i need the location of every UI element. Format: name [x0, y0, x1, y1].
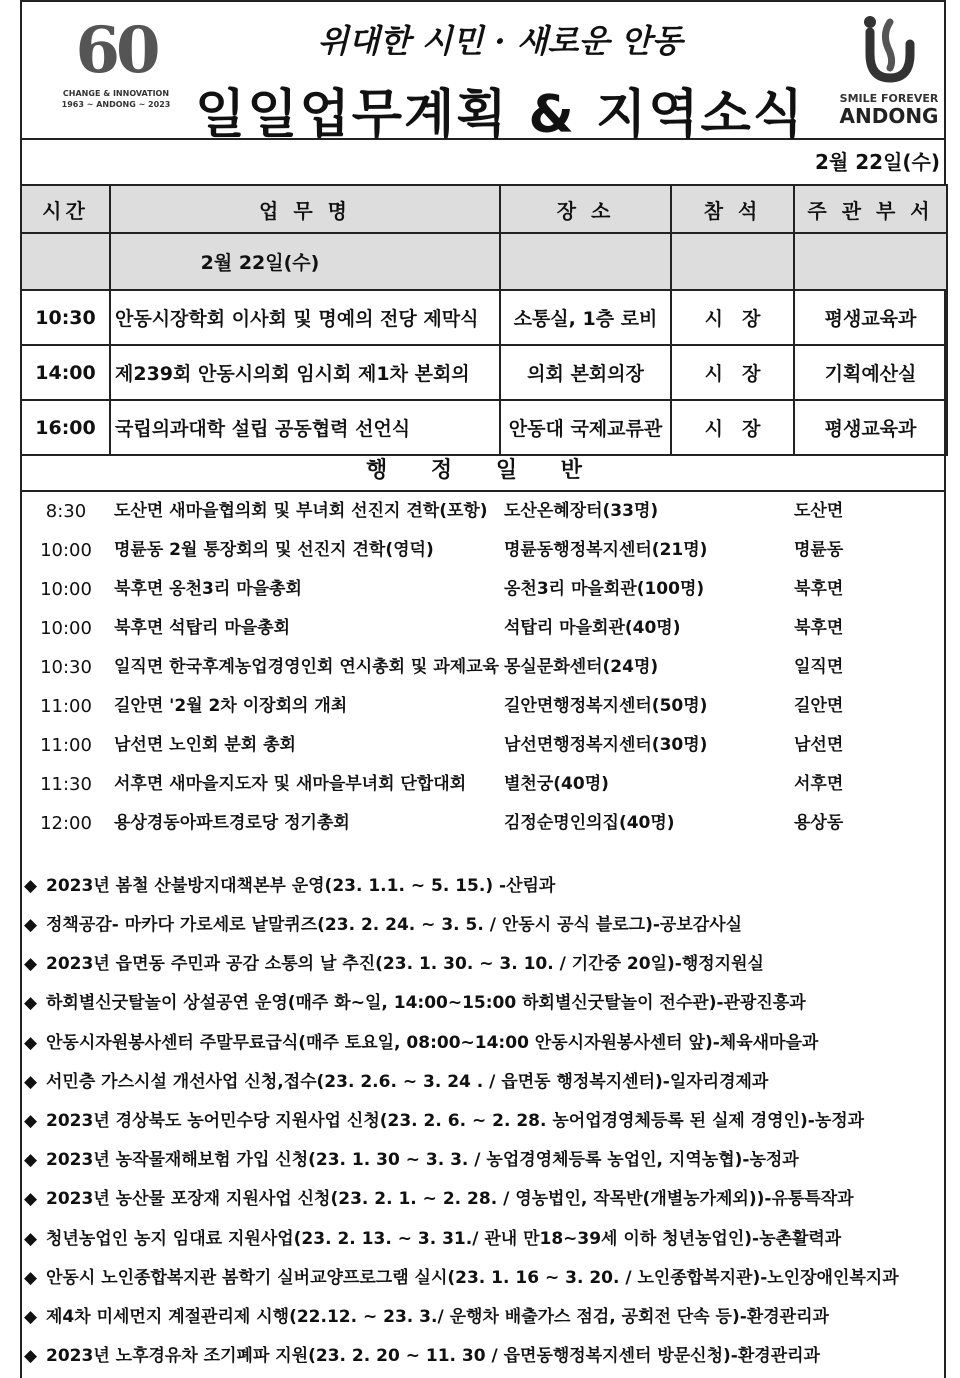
admin-task: 명륜동 2월 통장회의 및 선진지 견학(영덕) [114, 540, 434, 560]
event-attend: 시 장 [671, 345, 794, 400]
list-item [22, 570, 922, 609]
admin-task: 길안면 '2월 2차 이장회의 개최 [114, 696, 348, 716]
diamond-bullet-icon: ◆ [24, 876, 38, 896]
list-item [22, 804, 922, 843]
notice-item [24, 1067, 944, 1097]
admin-task: 북후면 옹천3리 마을총회 [114, 579, 302, 599]
admin-org: 남선면 [794, 735, 844, 755]
event-task: 안동시장학회 이사회 및 명예의 전당 제막식 [110, 290, 500, 345]
date-row-blank [21, 233, 110, 290]
admin-task: 북후면 석탑리 마을총회 [114, 618, 291, 638]
notice-item [24, 910, 944, 940]
event-dept: 평생교육과 [794, 290, 947, 345]
notice-text: 2023년 노후경유차 조기폐파 지원(23. 2. 20 ~ 11. 30 / 읍면동행정복지센터 방문신청)-환경관리과 [46, 1346, 820, 1366]
admin-place: 길안면행정복지센터(50명) [504, 696, 708, 716]
admin-org: 북후면 [794, 579, 844, 599]
schedule-table [20, 184, 948, 456]
event-time: 16:00 [21, 400, 110, 455]
list-item [22, 609, 922, 648]
list-item [22, 531, 922, 570]
notice-text: 청년농업인 농지 임대료 지원사업(23. 2. 13. ~ 3. 31./ 관내 만18~39세 이하 청년농업인)-농촌활력과 [46, 1229, 842, 1249]
table-row [21, 290, 947, 345]
schedule-date-row [21, 233, 947, 290]
date-row-blank [794, 233, 947, 290]
diamond-bullet-icon: ◆ [24, 993, 38, 1013]
diamond-bullet-icon: ◆ [24, 1346, 38, 1366]
notice-item [24, 1028, 944, 1058]
diamond-bullet-icon: ◆ [24, 1189, 38, 1209]
admin-time: 10:00 [40, 579, 92, 600]
notice-text: 정책공감- 마카다 가로세로 낱말퀴즈(23. 2. 24. ~ 3. 5. / 안동시 공식 블로그)-공보감사실 [46, 915, 743, 935]
andong-logo [826, 14, 952, 127]
andong-mark-icon [854, 14, 924, 90]
event-place: 의회 본회의장 [500, 345, 671, 400]
admin-org: 길안면 [794, 696, 844, 716]
event-task: 제239회 안동시의회 임시회 제1차 본회의 [110, 345, 500, 400]
admin-task: 도산면 새마을협의회 및 부녀회 선진지 견학(포항) [114, 501, 488, 521]
admin-place: 옹천3리 마을회관(100명) [504, 579, 705, 599]
notice-text: 안동시자원봉사센터 주말무료급식(매주 토요일, 08:00~14:00 안동시자원봉사센터 앞)-체육새마을과 [46, 1033, 819, 1053]
event-time: 14:00 [21, 345, 110, 400]
admin-org: 서후면 [794, 774, 844, 794]
col-header-attend: 참 석 [671, 185, 794, 233]
notice-item [24, 1263, 944, 1293]
notice-text: 안동시 노인종합복지관 봄학기 실버교양프로그램 실시(23. 1. 16 ~ 3. 20. / 노인종합복지관)-노인장애인복지과 [46, 1268, 899, 1288]
admin-task: 일직면 한국후계농업경영인회 연시총회 및 과제교육 [114, 657, 499, 677]
event-attend: 시 장 [671, 400, 794, 455]
diamond-bullet-icon: ◆ [24, 1150, 38, 1170]
logo-andong-line1: SMILE FOREVER [839, 92, 939, 105]
list-item [22, 765, 922, 804]
event-dept: 기획예산실 [794, 345, 947, 400]
admin-place: 몽실문화센터(24명) [504, 657, 659, 677]
list-item [22, 726, 922, 765]
diamond-bullet-icon: ◆ [24, 1072, 38, 1092]
admin-org: 도산면 [794, 501, 844, 521]
admin-time: 8:30 [45, 501, 87, 522]
notice-item [24, 1145, 944, 1175]
col-header-task: 업 무 명 [110, 185, 500, 233]
admin-place: 명륜동행정복지센터(21명) [504, 540, 708, 560]
admin-task: 용상경동아파트경로당 정기총회 [114, 813, 350, 833]
logo-60-number: 60 [75, 13, 157, 88]
notice-text: 2023년 농작물재해보험 가입 신청(23. 1. 30 ~ 3. 3. / 농업경영체등록 농업인, 지역농협)-농정과 [46, 1150, 799, 1170]
diamond-bullet-icon: ◆ [24, 1033, 38, 1053]
slogan: 위대한 시민 · 새로운 안동 [317, 22, 683, 60]
list-item [22, 648, 922, 687]
diamond-bullet-icon: ◆ [24, 1268, 38, 1288]
diamond-bullet-icon: ◆ [24, 954, 38, 974]
admin-time: 10:00 [40, 540, 92, 561]
notice-text: 하회별신굿탈놀이 상설공연 운영(매주 화~일, 14:00~15:00 하회별신굿탈놀이 전수관)-관광진흥과 [46, 993, 806, 1013]
admin-org: 일직면 [794, 657, 844, 677]
schedule-header-row [21, 185, 947, 233]
admin-section-heading: 행 정 일 반 [20, 452, 946, 492]
admin-org: 용상동 [794, 813, 844, 833]
notice-item [24, 949, 944, 979]
date-row-blank [671, 233, 794, 290]
notice-text: 2023년 읍면동 주민과 공감 소통의 날 추진(23. 1. 30. ~ 3. 10. / 기간중 20일)-행정지원실 [46, 954, 764, 974]
notice-item [24, 1106, 944, 1136]
table-row [21, 400, 947, 455]
admin-place: 남선면행정복지센터(30명) [504, 735, 708, 755]
list-item [22, 492, 922, 531]
notice-item [24, 1224, 944, 1254]
notice-item [24, 988, 944, 1018]
list-item [22, 687, 922, 726]
logo-60-line2: 1963 ~ ANDONG ~ 2023 [61, 100, 171, 109]
header [20, 0, 946, 145]
col-header-place: 장 소 [500, 185, 671, 233]
admin-org: 북후면 [794, 618, 844, 638]
notice-text: 2023년 경상북도 농어민수당 지원사업 신청(23. 2. 6. ~ 2. 28. 농어업경영체등록 된 실제 경영인)-농정과 [46, 1111, 865, 1131]
event-dept: 평생교육과 [794, 400, 947, 455]
admin-time: 11:30 [40, 774, 92, 795]
diamond-bullet-icon: ◆ [24, 1307, 38, 1327]
admin-time: 11:00 [40, 735, 92, 756]
page-title: 일일업무계획 & 지역소식 [195, 85, 805, 145]
notice-text: 제4차 미세먼지 계절관리제 시행(22.12. ~ 23. 3./ 운행차 배출가스 점검, 공회전 단속 등)-환경관리과 [46, 1307, 829, 1327]
admin-org: 명륜동 [794, 540, 844, 560]
admin-place: 김정순명인의집(40명) [504, 813, 675, 833]
date-row-blank [500, 233, 671, 290]
admin-place: 별천궁(40명) [504, 774, 609, 794]
col-header-time: 시간 [21, 185, 110, 233]
notice-text: 2023년 농산물 포장재 지원사업 신청(23. 2. 1. ~ 2. 28. / 영농법인, 작목반(개별농가제외))-유통특작과 [46, 1189, 854, 1209]
col-header-dept: 주 관 부 서 [794, 185, 947, 233]
notice-item [24, 871, 944, 901]
event-place: 안동대 국제교류관 [500, 400, 671, 455]
table-row [21, 345, 947, 400]
admin-task: 남선면 노인회 분회 총회 [114, 735, 296, 755]
logo-andong-line2: ANDONG [839, 104, 939, 128]
notice-text: 서민층 가스시설 개선사업 신청,접수(23. 2.6. ~ 3. 24 . / 읍면동 행정복지센터)-일자리경제과 [46, 1072, 769, 1092]
admin-time: 11:00 [40, 696, 92, 717]
event-time: 10:30 [21, 290, 110, 345]
admin-place: 석탑리 마을회관(40명) [504, 618, 681, 638]
logo-60-line1: CHANGE & INNOVATION [62, 89, 170, 98]
diamond-bullet-icon: ◆ [24, 915, 38, 935]
diamond-bullet-icon: ◆ [24, 1229, 38, 1249]
admin-time: 10:00 [40, 618, 92, 639]
admin-time: 12:00 [40, 813, 92, 834]
diamond-bullet-icon: ◆ [24, 1111, 38, 1131]
event-attend: 시 장 [671, 290, 794, 345]
notice-item [24, 1184, 944, 1214]
date-row-label: 2월 22일(수) [110, 233, 500, 290]
notice-item [24, 1341, 944, 1371]
notice-text: 2023년 봄철 산불방지대책본부 운영(23. 1.1. ~ 5. 15.) -산림과 [46, 876, 556, 896]
event-task: 국립의과대학 설립 공동협력 선언식 [110, 400, 500, 455]
admin-time: 10:30 [40, 657, 92, 678]
notice-item [24, 1302, 944, 1332]
anniversary-logo [56, 14, 176, 126]
admin-place: 도산온혜장터(33명) [504, 501, 659, 521]
event-place: 소통실, 1층 로비 [500, 290, 671, 345]
admin-task: 서후면 새마을지도자 및 새마을부녀회 단합대회 [114, 774, 467, 794]
document-date: 2월 22일(수) [815, 150, 940, 174]
